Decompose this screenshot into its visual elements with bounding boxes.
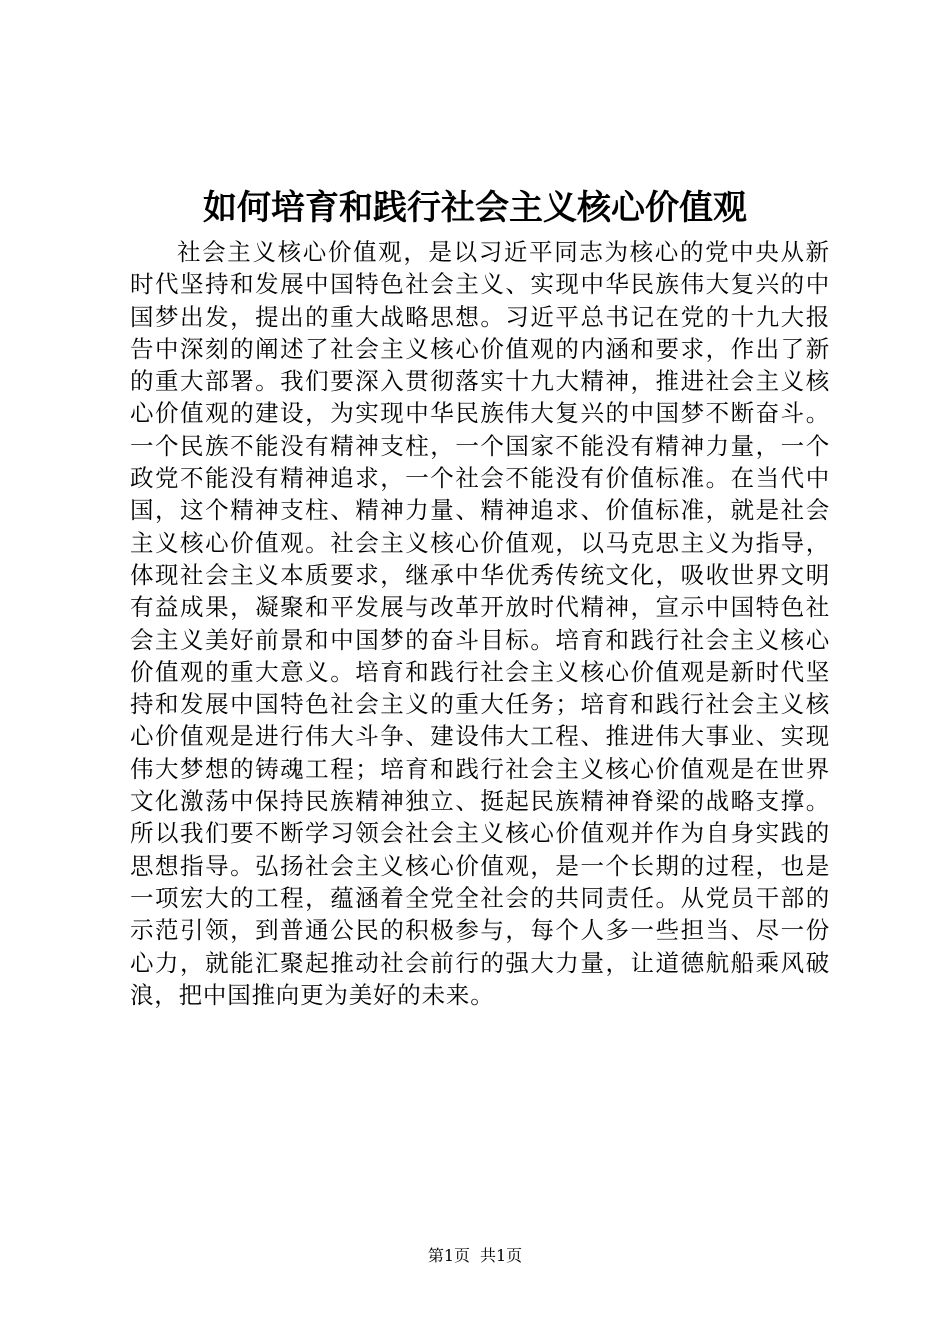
document-title: 如何培育和践行社会主义核心价值观 — [203, 188, 747, 228]
body-paragraph: 社会主义核心价值观，是以习近平同志为核心的党中央从新时代坚持和发展中国特色社会主义、实现中华民族伟大复兴的中国梦出发，提出的重大战略思想。习近平总书记在党的十九大报告中深刻的阐述了社会主义核心价值观的内涵和要求，作出了新的重大部署。我们要深入贯彻落实十九大精神，推进社会主义核心价值观的建设，为实现中华民族伟大复兴的中国梦不断奋斗。一个民族不能没有精神支柱，一个国家不能没有精神力量，一个政党不能没有精神追求，一个社会不能没有价值标准。在当代中国，这个精神支柱、精神力量、精神追求、价值标准，就是社会主义核心价值观。社会主义核心价值观，以马克思主义为指导，体现社会主义本质要求，继承中华优秀传统文化，吸收世界文明有益成果，凝聚和平发展与改革开放时代精神，宣示中国特色社会主义美好前景和中国梦的奋斗目标。培育和践行社会主义核心价值观的重大意义。培育和践行社会主义核心价值观是新时代坚持和发展中国特色社会主义的重大任务；培育和践行社会主义核心价值观是进行伟大斗争、建设伟大工程、推进伟大事业、实现伟大梦想的铸魂工程；培育和践行社会主义核心价值观是在世界文化激荡中保持民族精神独立、挺起民族精神脊梁的战略支撑。所以我们要不断学习领会社会主义核心价值观并作为自身实践的思想指导。弘扬社会主义核心价值观，是一个长期的过程，也是一项宏大的工程，蕴涵着全党全社会的共同责任。从党员干部的示范引领，到普通公民的积极参与，每个人多一些担当、尽一份心力，就能汇聚起推动社会前行的强大力量，让道德航船乘风破浪，把中国推向更为美好的未来。 — [130, 238, 830, 1009]
page-total: 共1页 — [480, 1246, 523, 1265]
page-number: 第1页 — [427, 1246, 470, 1265]
page-footer — [0, 1244, 950, 1268]
